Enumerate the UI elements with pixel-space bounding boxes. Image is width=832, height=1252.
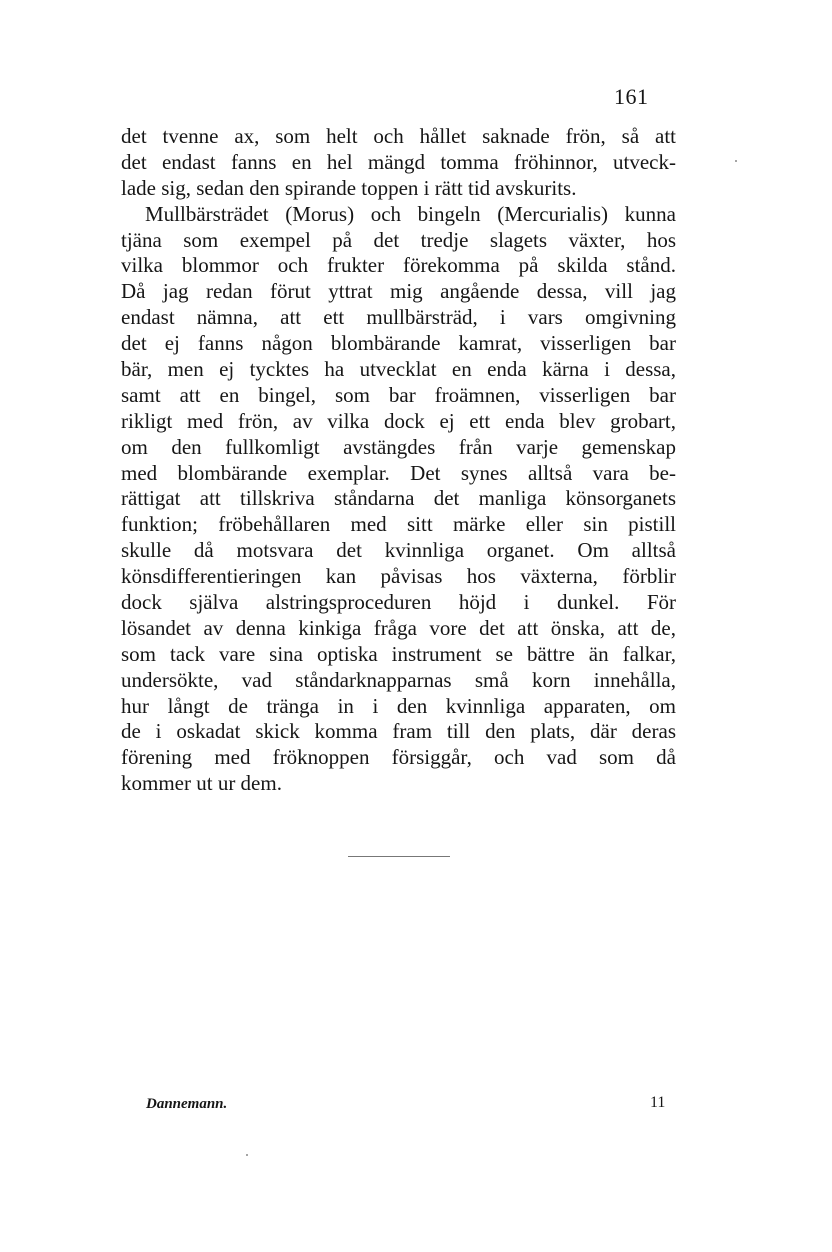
- text-line: Då jag redan förut yttrat mig angående dessa, vill jag: [121, 279, 676, 304]
- body-text: [121, 124, 676, 797]
- text-line: vilka blommor och frukter förekomma på skilda stånd.: [121, 253, 676, 278]
- text-line: som tack vare sina optiska instrument se bättre än falkar,: [121, 641, 676, 666]
- text-line: om den fullkomligt avstängdes från varje gemenskap: [121, 434, 676, 459]
- text-line: med blombärande exemplar. Det synes alltså vara be-: [121, 460, 676, 485]
- text-line: undersökte, vad ståndarknapparnas små korn innehålla,: [121, 667, 676, 692]
- text-line: bär, men ej tycktes ha utvecklat en enda kärna i dessa,: [121, 357, 676, 382]
- text-line: funktion; fröbehållaren med sitt märke eller sin pistill: [121, 512, 676, 537]
- text-line: rättigat att tillskriva ståndarna det manliga könsorganets: [121, 486, 676, 511]
- print-speck: [246, 1154, 248, 1156]
- sheet-number: 11: [650, 1094, 666, 1111]
- text-line: samt att en bingel, som bar froämnen, visserligen bar: [121, 382, 676, 407]
- text-line: skulle då motsvara det kvinnliga organet. Om alltså: [121, 538, 676, 563]
- text-line: lade sig, sedan den spirande toppen i rätt tid avskurits.: [121, 175, 577, 200]
- text-line: rikligt med frön, av vilka dock ej ett enda blev grobart,: [121, 408, 676, 433]
- text-line: endast nämna, att ett mullbärsträd, i vars omgivning: [121, 305, 676, 330]
- text-line: det endast fanns en hel mängd tomma fröhinnor, utveck-: [121, 149, 676, 174]
- text-line: de i oskadat skick komma fram till den plats, där deras: [121, 719, 676, 744]
- text-line: hur långt de tränga in i den kvinnliga apparaten, om: [121, 693, 676, 718]
- text-line: könsdifferentieringen kan påvisas hos växterna, förblir: [121, 564, 676, 589]
- text-line: dock själva alstringsproceduren höjd i dunkel. För: [121, 590, 676, 615]
- text-line: det tvenne ax, som helt och hållet saknade frön, så att: [121, 124, 676, 148]
- text-line: det ej fanns någon blombärande kamrat, visserligen bar: [121, 331, 676, 356]
- section-divider: [348, 856, 450, 857]
- paragraph-start-line: Mullbärsträdet (Morus) och bingeln (Mercurialis) kunna: [145, 201, 676, 226]
- text-line: kommer ut ur dem.: [121, 771, 282, 796]
- text-line: lösandet av denna kinkiga fråga vore det att önska, att de,: [121, 615, 676, 640]
- signature-mark: Dannemann.: [146, 1096, 228, 1112]
- text-line: förening med fröknoppen försiggår, och vad som då: [121, 745, 676, 770]
- page-number: 161: [614, 84, 649, 109]
- print-speck: [735, 160, 737, 162]
- text-line: tjäna som exempel på det tredje slagets växter, hos: [121, 227, 676, 252]
